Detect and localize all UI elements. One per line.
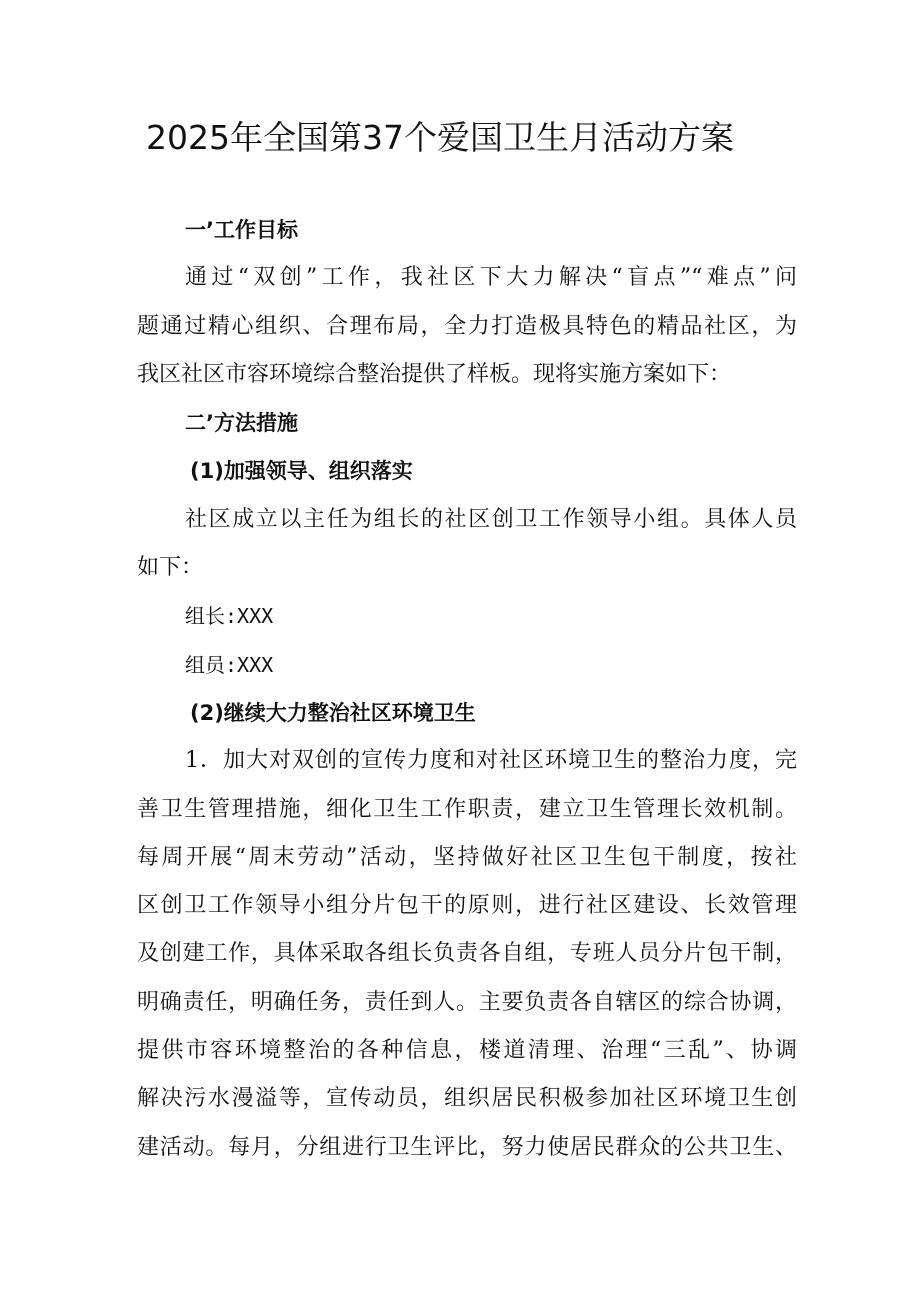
paragraph-line: 善卫生管理措施，细化卫生工作职责，建立卫生管理长效机制。: [137, 796, 797, 822]
paragraph-line: 通过“双创”工作，我社区下大力解决“盲点”“难点”问: [185, 265, 797, 291]
paragraph-line: 及创建工作，具体采取各组长负责各自组，专班人员分片包干制，: [137, 941, 797, 967]
paragraph-line: 解决污水漫溢等，宣传动员，组织居民积极参加社区环境卫生创: [137, 1086, 797, 1112]
member-line: 组员:XXX: [185, 652, 274, 677]
paragraph-line: 1．加大对双创的宣传力度和对社区环境卫生的整治力度，完: [185, 748, 797, 774]
section-heading-methods: 二’方法措施: [185, 411, 298, 436]
paragraph-line: 社区成立以主任为组长的社区创卫工作领导小组。具体人员: [185, 506, 797, 532]
paragraph-line: 提供市容环境整治的各种信息，楼道清理、治理“三乱”、协调: [137, 1038, 797, 1064]
paragraph-line: 区创卫工作领导小组分片包干的原则，进行社区建设、长效管理: [137, 893, 797, 919]
document-title: 2025年全国第37个爱国卫生月活动方案: [146, 118, 734, 157]
subsection-heading-leadership: (1)加强领导、组织落实: [190, 459, 413, 484]
subsection-heading-environment: (2)继续大力整治社区环境卫生: [190, 700, 476, 725]
paragraph-line: 题通过精心组织、合理布局，全力打造极具特色的精品社区，为: [137, 313, 797, 339]
paragraph-line: 建活动。每月，分组进行卫生评比，努力使居民群众的公共卫生、: [137, 1134, 797, 1160]
section-heading-work-goal: 一’工作目标: [185, 218, 298, 242]
document-body: [137, 206, 797, 1172]
paragraph-line: 每周开展“周末劳动”活动，坚持做好社区卫生包干制度，按社: [137, 844, 797, 870]
leader-line: 组长:XXX: [185, 604, 274, 629]
paragraph-line: 明确责任，明确任务，责任到人。主要负责各自辖区的综合协调，: [137, 989, 797, 1015]
paragraph-line: 如下：: [137, 555, 204, 581]
paragraph-line: 我区社区市容环境综合整治提供了样板。现将实施方案如下：: [137, 361, 732, 387]
